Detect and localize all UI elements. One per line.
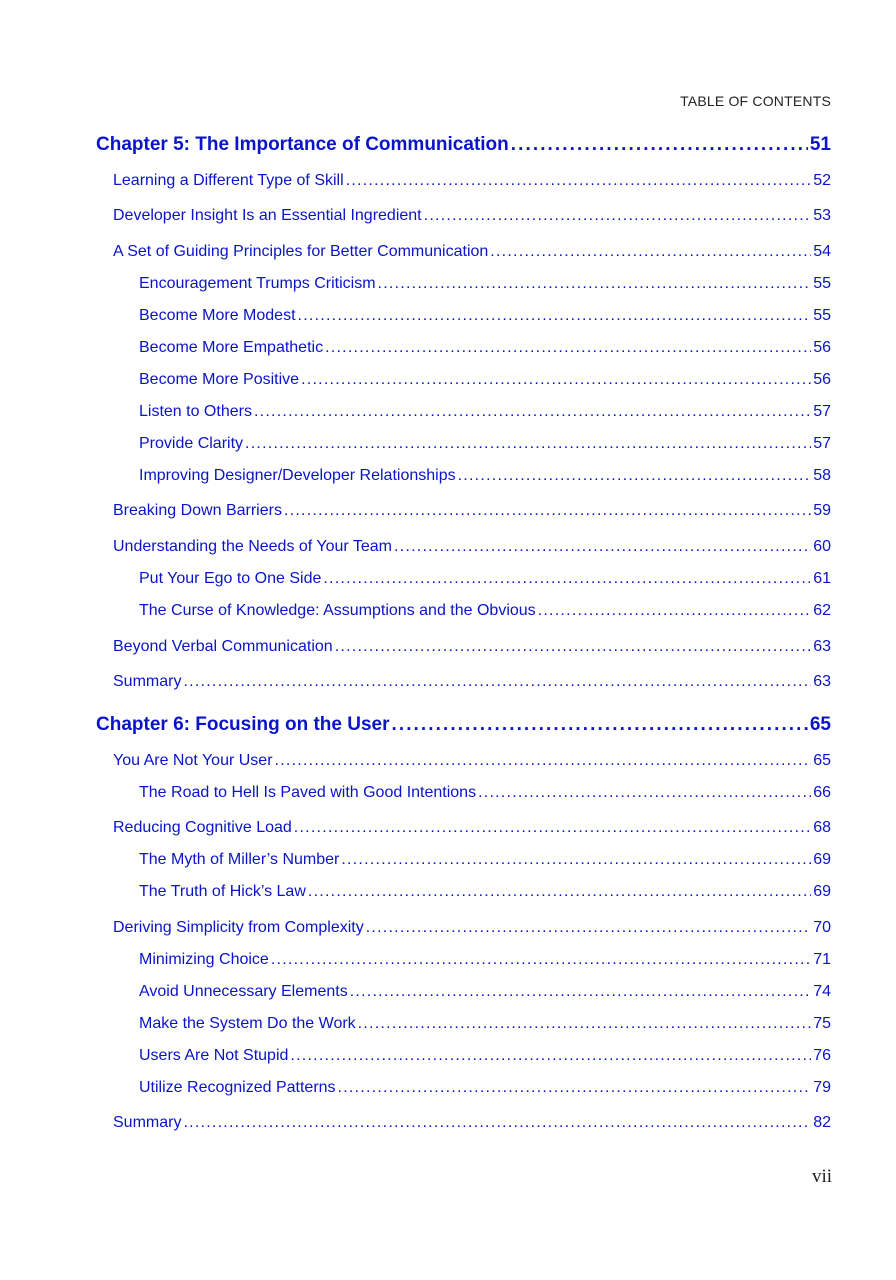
- toc-subentry[interactable]: [139, 851, 831, 869]
- dot-leader: [301, 371, 811, 389]
- toc-entry-page: 56: [813, 339, 831, 356]
- dot-leader: [391, 714, 807, 736]
- toc-entry-title: Users Are Not Stupid: [139, 1047, 289, 1064]
- dot-leader: [284, 502, 811, 520]
- toc-entry-title: A Set of Guiding Principles for Better Communication: [113, 243, 489, 260]
- toc-subentry[interactable]: [139, 275, 831, 293]
- dot-leader: [538, 602, 812, 620]
- toc-entry-page: 65: [809, 714, 831, 735]
- toc-subentry[interactable]: [139, 307, 831, 325]
- dot-leader: [341, 851, 811, 869]
- dot-leader: [245, 435, 811, 453]
- toc-entry-page: 74: [813, 983, 831, 1000]
- dot-leader: [424, 207, 812, 225]
- toc-entry[interactable]: [113, 638, 831, 656]
- dot-leader: [378, 275, 812, 293]
- dot-leader: [271, 951, 811, 969]
- toc-entry-title: Chapter 6: Focusing on the User: [96, 714, 390, 735]
- toc-entry-title: Become More Empathetic: [139, 339, 324, 356]
- toc-entry-page: 69: [813, 883, 831, 900]
- toc-entry-page: 58: [813, 467, 831, 484]
- toc-subentry[interactable]: [139, 339, 831, 357]
- dot-leader: [366, 919, 811, 937]
- dot-leader: [308, 883, 811, 901]
- toc-subentry[interactable]: [139, 1079, 831, 1097]
- toc-subentry[interactable]: [139, 1015, 831, 1033]
- toc-entry-title: Become More Positive: [139, 371, 300, 388]
- toc-entry-title: Minimizing Choice: [139, 951, 269, 968]
- toc-entry-title: Become More Modest: [139, 307, 296, 324]
- toc-entry-title: Listen to Others: [139, 403, 252, 420]
- toc-entry-title: The Road to Hell Is Paved with Good Intentions: [139, 784, 477, 801]
- toc-entry-page: 57: [813, 403, 831, 420]
- dot-leader: [323, 570, 811, 588]
- dot-leader: [294, 819, 811, 837]
- dot-leader: [338, 1079, 812, 1097]
- dot-leader: [325, 339, 811, 357]
- toc-entry-page: 55: [813, 307, 831, 324]
- dot-leader: [335, 638, 812, 656]
- toc-entry-title: The Truth of Hick’s Law: [139, 883, 306, 900]
- toc-subentry[interactable]: [139, 435, 831, 453]
- toc-entry-title: Utilize Recognized Patterns: [139, 1079, 336, 1096]
- dot-leader: [183, 673, 811, 691]
- toc-entry-title: Improving Designer/Developer Relationships: [139, 467, 456, 484]
- toc-entry[interactable]: [113, 819, 831, 837]
- toc-entry-page: 68: [813, 819, 831, 836]
- toc-entry-page: 75: [813, 1015, 831, 1032]
- toc-entry-title: Summary: [113, 1114, 182, 1131]
- toc-entry-title: Reducing Cognitive Load: [113, 819, 292, 836]
- toc-subentry[interactable]: [139, 951, 831, 969]
- toc-entry[interactable]: [113, 538, 831, 556]
- toc-subentry[interactable]: [139, 1047, 831, 1065]
- dot-leader: [478, 784, 811, 802]
- toc-entry[interactable]: [113, 919, 831, 937]
- dot-leader: [511, 134, 808, 156]
- dot-leader: [358, 1015, 812, 1033]
- toc-entry-title: Avoid Unnecessary Elements: [139, 983, 348, 1000]
- toc-entry-page: 51: [809, 134, 831, 155]
- toc-entry-page: 63: [813, 673, 831, 690]
- toc-entry[interactable]: [113, 752, 831, 770]
- dot-leader: [275, 752, 812, 770]
- toc-entry-page: 60: [813, 538, 831, 555]
- toc-entry-page: 56: [813, 371, 831, 388]
- dot-leader: [290, 1047, 811, 1065]
- toc-entry-page: 79: [813, 1079, 831, 1096]
- toc-entry-title: Encouragement Trumps Criticism: [139, 275, 376, 292]
- dot-leader: [350, 983, 812, 1001]
- toc-entry-title: Make the System Do the Work: [139, 1015, 356, 1032]
- toc-entry-page: 57: [813, 435, 831, 452]
- toc-entry-title: Breaking Down Barriers: [113, 502, 282, 519]
- toc-entry[interactable]: [113, 673, 831, 691]
- toc-entry-title: Chapter 5: The Importance of Communication: [96, 134, 509, 155]
- toc-entry-title: Summary: [113, 673, 182, 690]
- toc-entry-page: 76: [813, 1047, 831, 1064]
- toc-entry-title: Learning a Different Type of Skill: [113, 172, 344, 189]
- toc-entry-title: Developer Insight Is an Essential Ingredient: [113, 207, 422, 224]
- toc-entry-page: 61: [813, 570, 831, 587]
- dot-leader: [346, 172, 812, 190]
- toc-entry-page: 53: [813, 207, 831, 224]
- toc-subentry[interactable]: [139, 467, 831, 485]
- toc-subentry[interactable]: [139, 602, 831, 620]
- toc-subentry[interactable]: [139, 983, 831, 1001]
- toc-entry-page: 55: [813, 275, 831, 292]
- toc-chapter-6[interactable]: [96, 714, 831, 736]
- toc-subentry[interactable]: [139, 570, 831, 588]
- toc-entry-title: Provide Clarity: [139, 435, 244, 452]
- toc-entry-title: Beyond Verbal Communication: [113, 638, 333, 655]
- toc-entry[interactable]: [113, 243, 831, 261]
- toc-entry-page: 66: [813, 784, 831, 801]
- dot-leader: [490, 243, 811, 261]
- dot-leader: [458, 467, 812, 485]
- toc-entry-title: The Myth of Miller’s Number: [139, 851, 340, 868]
- toc-entry[interactable]: [113, 1114, 831, 1132]
- toc-entry[interactable]: [113, 172, 831, 190]
- dot-leader: [183, 1114, 811, 1132]
- toc-entry-title: You Are Not Your User: [113, 752, 273, 769]
- toc-entry-page: 70: [813, 919, 831, 936]
- toc-subentry[interactable]: [139, 371, 831, 389]
- toc-entry-page: 62: [813, 602, 831, 619]
- toc-entry-page: 59: [813, 502, 831, 519]
- page-number: vii: [811, 1166, 832, 1187]
- toc-entry-page: 65: [813, 752, 831, 769]
- toc-entry[interactable]: [113, 207, 831, 225]
- toc-entry-page: 52: [813, 172, 831, 189]
- dot-leader: [394, 538, 811, 556]
- toc-entry-page: 54: [813, 243, 831, 260]
- toc-entry-title: Put Your Ego to One Side: [139, 570, 322, 587]
- toc-entry-page: 69: [813, 851, 831, 868]
- running-head: TABLE OF CONTENTS: [680, 93, 831, 109]
- dot-leader: [254, 403, 811, 421]
- toc-entry-title: Deriving Simplicity from Complexity: [113, 919, 364, 936]
- toc-entry[interactable]: [113, 502, 831, 520]
- toc-entry-page: 82: [813, 1114, 831, 1131]
- toc-entry-page: 71: [813, 951, 831, 968]
- toc-entry-title: Understanding the Needs of Your Team: [113, 538, 393, 555]
- toc-subentry[interactable]: [139, 784, 831, 802]
- toc-entry-title: The Curse of Knowledge: Assumptions and the Obvious: [139, 602, 536, 619]
- toc-entry-page: 63: [813, 638, 831, 655]
- toc-chapter-5[interactable]: [96, 134, 831, 156]
- toc-subentry[interactable]: [139, 403, 831, 421]
- dot-leader: [298, 307, 812, 325]
- toc-subentry[interactable]: [139, 883, 831, 901]
